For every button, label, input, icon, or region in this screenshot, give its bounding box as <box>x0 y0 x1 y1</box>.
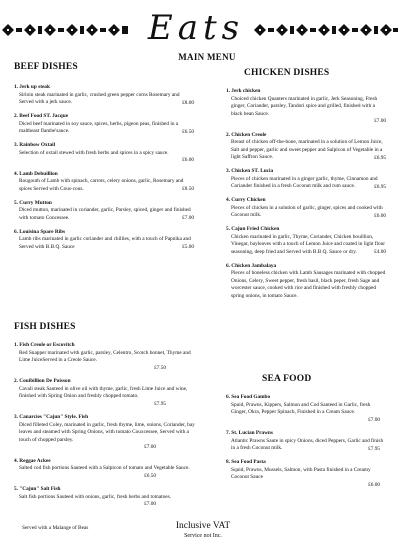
header-banner <box>0 6 400 46</box>
item-price: £7.95 <box>154 400 166 407</box>
item-name: 1. Fish Creole or Escovitch <box>14 342 75 348</box>
item-description: Salted cod fish portions Sauteed with a Salpicon of tomato and Vegetable Sauce. <box>19 465 190 472</box>
menu-item <box>14 113 194 136</box>
item-price: £7.95 <box>368 445 380 452</box>
menu-item <box>14 229 194 252</box>
item-name: 6. Louisina Spare Ribs <box>14 228 66 235</box>
service-note: Service not Inc. <box>184 533 222 539</box>
menu-item <box>14 200 194 223</box>
item-description: Cavali steak Sauteed in olive oil with thyme, garlic, fresh Lime Juice and wine, finished with Spring Onion and freshly chopped tomato. <box>19 385 188 400</box>
item-price: £6.95 <box>374 154 386 161</box>
chicken-list <box>226 88 386 306</box>
item-price: £8.00 <box>182 99 194 106</box>
item-description: Lamb ribs marinated in garlic coriander and chillies, with a touch of Papnika and Served with B.B.Q. Sauce <box>19 236 191 250</box>
served-note: Served with a Malange of Beas <box>22 525 89 531</box>
menu-item <box>226 459 386 489</box>
menu-item <box>14 414 196 452</box>
item-name: 2. Couibillion De Poisson <box>14 378 71 385</box>
item-description: Red Snapper marinated with garlic, parsley, Celentro, Scotch bonnet, Thyme and Lime JuiceServed in a Creole Sauce. <box>19 349 191 364</box>
tribal-pattern-icon <box>254 24 398 36</box>
menu-item <box>226 394 386 424</box>
item-description: Diced filleted Coley, marinated in garlic, fresh thyme, lime, onions, Coriander, bay leaves and steamed with Spring Onions, with tomato Couxcessee, Served with a touch of chopped parsley. <box>19 421 195 443</box>
item-name: 2. Beef Food ST. Jacque <box>14 113 69 120</box>
main-menu-title: MAIN MENU <box>178 52 236 62</box>
menu-item <box>226 197 386 220</box>
menu-item <box>226 132 386 163</box>
item-description: Squid, Prawns, Mussels, Salmon, with Pasta finished in a Creamy Coconut Sauce <box>231 466 371 481</box>
beef-list <box>14 84 194 258</box>
menu-item <box>14 84 194 107</box>
menu-item <box>14 486 196 509</box>
item-name: 5. "Cajun" Salt Fish <box>14 486 61 493</box>
item-name: 6. Sea Food Gambo <box>226 394 271 400</box>
item-name: 4. Reggae Ackee <box>14 457 51 464</box>
menu-item <box>14 342 196 372</box>
item-description: Chicken marinated in garlic, Thyme, Coriander, Chicken bouillion, Vinegar, bayleaves with a touch of Lemon Juice and coated in light flour seasoning, deep fried and Served with B.B.Q. Sauce or dry. <box>231 233 386 255</box>
menu-item <box>14 142 194 165</box>
item-price: £6.95 <box>374 183 386 190</box>
item-description: Sirloin steak marinated in garlic, crushed green pepper corns Rosemary and Served with a jerk sauce. <box>19 91 180 106</box>
item-price: £7.00 <box>144 444 156 451</box>
item-description: Rougouth of Lamb with spinach, carrots, celery onions, garlic, Rosemary and spices Served with Cous-cous. <box>19 178 184 192</box>
item-name: 5. Curry Mutton <box>14 199 52 206</box>
menu-item <box>14 378 196 408</box>
item-price: £8.50 <box>182 186 194 193</box>
fish-list <box>14 342 196 515</box>
menu-item <box>226 430 386 453</box>
item-name: 4. Curry Chicken <box>226 197 266 204</box>
fish-section-title: FISH DISHES <box>14 322 76 332</box>
menu-item <box>226 88 386 126</box>
item-description: Diced mutton, marinated in coriander, garlic, Parsley, spiced, ginger and finished with tomato Concessee. <box>19 207 191 221</box>
menu-item <box>226 263 386 301</box>
item-name: 2. Chicken Creole <box>226 131 267 138</box>
item-name: 3. Chicken ST. Lucia <box>226 168 274 175</box>
item-name: 1. Jerk up steak <box>14 84 50 90</box>
item-description: Spuid, Prawns, Kippers, Salmon and Cod Santeed in Garlic, fresh Ginger, Okra, Pepper Spinach, Finished in a Cream Sauce. <box>231 401 371 416</box>
item-price: £4.00 <box>374 249 386 256</box>
item-name: 7. St. Lucian Prawns <box>226 430 273 437</box>
item-name: 3. Canarcies "Cajun" Style. Fish <box>14 414 89 421</box>
seafood-section-title: SEA FOOD <box>262 374 312 384</box>
restaurant-brand: Eats <box>147 8 245 48</box>
menu-item <box>226 226 386 257</box>
item-description: Diced beef marinated in soy sauce, spices, herbs, pigeon peas, finished in a maltheast flambe'sauce. <box>19 120 179 135</box>
chicken-section-title: CHICKEN DISHES <box>244 68 330 78</box>
item-price: £7.00 <box>182 215 194 222</box>
item-name: 3. Rainbow Oxtail <box>14 142 56 149</box>
seafood-list <box>226 394 386 495</box>
menu-item <box>14 171 194 194</box>
item-price: £6.00 <box>182 157 194 164</box>
item-description: Salt fish portions Sauteed with onions, garlic, fresh herbs and tomatoes. <box>19 493 171 500</box>
item-description: Pieces of chicken marinated in a ginger garlic, thyme, Cinnamon and Coriander finished in a fresh Coconut milk and rum sauce. <box>231 175 378 190</box>
item-price: £7.50 <box>154 364 166 371</box>
item-name: 5. Cajun Fried Chicken <box>226 226 280 233</box>
item-price: £6.50 <box>182 128 194 135</box>
item-description: Selection of oxtail stewed with fresh herbs and spices in a spicy sauce. <box>19 149 169 156</box>
item-name: 8. Sea Food Pasta <box>226 459 266 466</box>
item-description: Breast of chicken off-the-bone, marinated in a solution of Lemon Juice, Salt and pepper, garlic and sweet pepper and Salpicon of Vegetable in a light Saffron Sauce. <box>231 139 383 161</box>
vat-note: Inclusive VAT <box>175 521 231 531</box>
menu-item <box>226 168 386 191</box>
item-name: 6. Chicken Jambalaya <box>226 262 277 269</box>
item-price: £6.00 <box>368 481 380 488</box>
item-price: £7.00 <box>368 416 380 423</box>
item-price: £7.00 <box>144 501 156 508</box>
menu-item <box>14 458 196 481</box>
item-description: Atlantic Prawns Saute in spicy Onions, diced Peppers, Garlic and finish in a fresh Coconut milk. <box>231 437 384 452</box>
item-name: 4. Lamb Debuillion <box>14 170 58 177</box>
item-description: Pieces of chicken in a solution of garlic, ginger, spices and cooked with Coconut milk. <box>231 204 383 219</box>
item-price: £6.00 <box>374 212 386 219</box>
tribal-pattern-icon <box>2 24 130 36</box>
beef-section-title: BEEF DISHES <box>14 62 78 72</box>
item-price: £6.50 <box>144 472 156 479</box>
item-name: 1. Jerk chicken <box>226 88 261 94</box>
item-price: £5.00 <box>182 244 194 251</box>
item-description: Choiced chicken Quanters marinated in garlic, Jerk Seasoning, Fresh ginger, Coriander, parsley, Tandori spice and grilled, finished with a black bean Sauce. <box>231 95 378 117</box>
item-price: £7.00 <box>374 118 386 125</box>
item-description: Pieces of boneless chicken with Lamb Sausages marinated with chopped Onions, Celery, Sweet pepper, fresh basil, black peper, fresh Sage and worcester sauce, cooked with rice and finished with freshly chopped spring onions, in tomato Sauce. <box>231 270 386 299</box>
